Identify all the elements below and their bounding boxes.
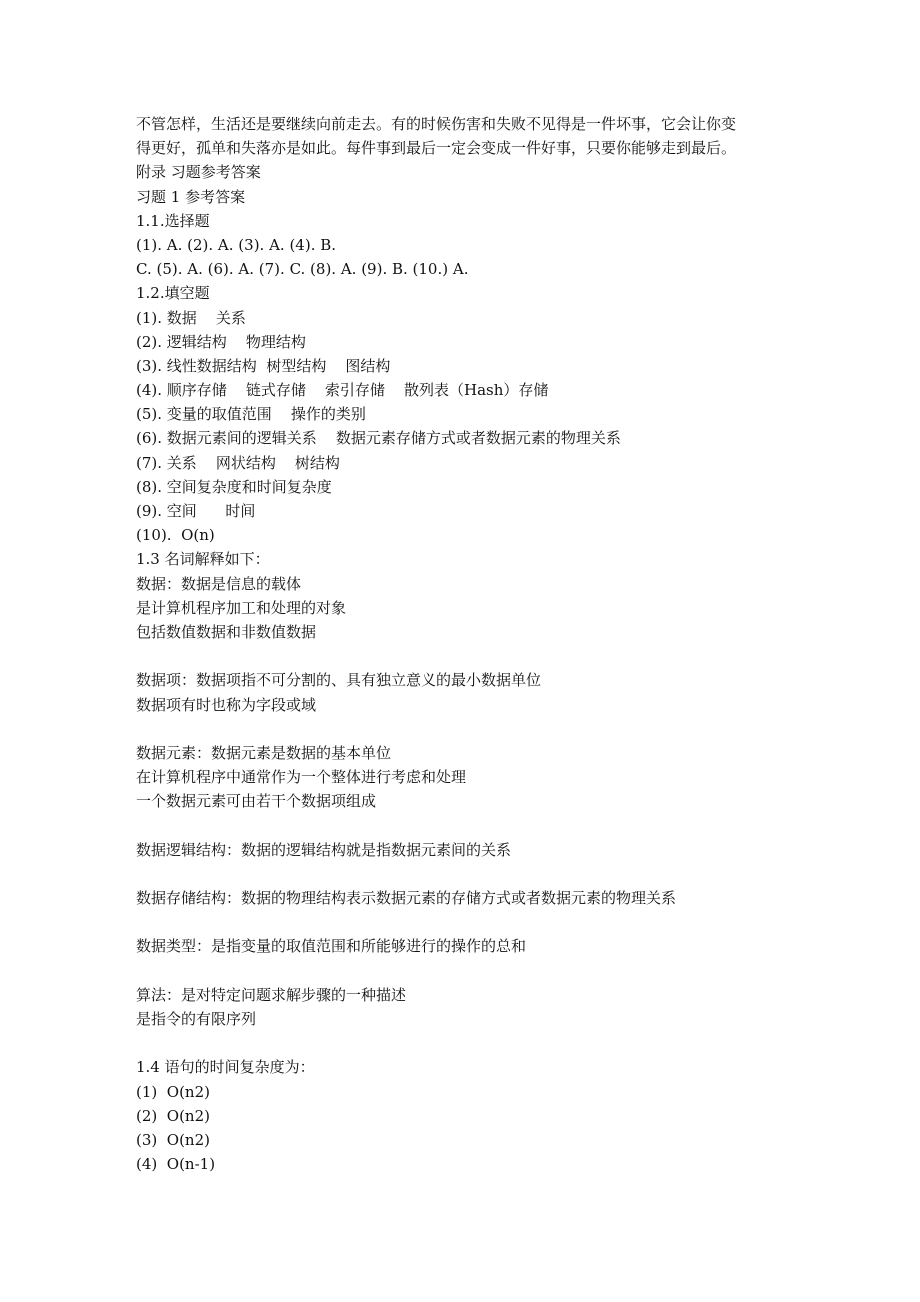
term-data-element-line-1: 数据元素：数据元素是数据的基本单位 bbox=[136, 743, 392, 762]
section-1-1-heading: 1.1.选择题 bbox=[136, 211, 210, 230]
term-data-type: 数据类型：是指变量的取值范围和所能够进行的操作的总和 bbox=[136, 937, 527, 956]
fill-answer-2: (2). 逻辑结构 物理结构 bbox=[136, 332, 306, 351]
complexity-answer-3: (3) O(n2) bbox=[136, 1130, 210, 1149]
term-data-item-line-2: 数据项有时也称为字段或域 bbox=[136, 695, 317, 714]
fill-answer-3: (3). 线性数据结构 树型结构 图结构 bbox=[136, 356, 391, 375]
fill-answer-7: (7). 关系 网状结构 树结构 bbox=[136, 453, 340, 472]
term-data-line-3: 包括数值数据和非数值数据 bbox=[136, 622, 317, 641]
blank-line bbox=[136, 644, 796, 668]
complexity-answer-2: (2) O(n2) bbox=[136, 1106, 210, 1125]
intro-line-2: 得更好，孤单和失落亦是如此。每件事到最后一定会变成一件好事，只要你能够走到最后。 bbox=[136, 139, 737, 158]
term-data-element-line-2: 在计算机程序中通常作为一个整体进行考虑和处理 bbox=[136, 768, 467, 787]
blank-line bbox=[136, 959, 796, 983]
term-algorithm-line-1: 算法：是对特定问题求解步骤的一种描述 bbox=[136, 985, 407, 1004]
choice-answers-line-1: (1). A. (2). A. (3). A. (4). B. bbox=[136, 235, 337, 254]
blank-line bbox=[136, 813, 796, 837]
fill-answer-5: (5). 变量的取值范围 操作的类别 bbox=[136, 405, 366, 424]
document-page bbox=[136, 112, 796, 1176]
intro-line-1: 不管怎样，生活还是要继续向前走去。有的时候伤害和失败不见得是一件坏事，它会让你变 bbox=[136, 115, 737, 133]
term-algorithm-line-2: 是指令的有限序列 bbox=[136, 1009, 257, 1028]
term-data-element-line-3: 一个数据元素可由若干个数据项组成 bbox=[136, 792, 377, 811]
blank-line bbox=[136, 717, 796, 741]
blank-line bbox=[136, 910, 796, 934]
exercise-title: 习题 1 参考答案 bbox=[136, 187, 246, 206]
term-data-line-1: 数据：数据是信息的载体 bbox=[136, 574, 302, 593]
term-data-line-2: 是计算机程序加工和处理的对象 bbox=[136, 598, 347, 617]
section-1-3-heading: 1.3 名词解释如下： bbox=[136, 550, 270, 569]
blank-line bbox=[136, 862, 796, 886]
choice-answers-line-2: C. (5). A. (6). A. (7). C. (8). A. (9). B. (10.) A. bbox=[136, 260, 469, 279]
term-logical-structure: 数据逻辑结构：数据的逻辑结构就是指数据元素间的关系 bbox=[136, 840, 512, 859]
section-1-4-heading: 1.4 语句的时间复杂度为： bbox=[136, 1058, 315, 1077]
term-data-item-line-1: 数据项：数据项指不可分割的、具有独立意义的最小数据单位 bbox=[136, 671, 542, 690]
section-1-2-heading: 1.2.填空题 bbox=[136, 284, 210, 303]
fill-answer-9: (9). 空间 时间 bbox=[136, 502, 256, 520]
fill-answer-6: (6). 数据元素间的逻辑关系 数据元素存储方式或者数据元素的物理关系 bbox=[136, 429, 621, 448]
fill-answer-8: (8). 空间复杂度和时间复杂度 bbox=[136, 477, 332, 496]
blank-line bbox=[136, 1031, 796, 1055]
fill-answer-10: (10). O(n) bbox=[136, 526, 215, 545]
complexity-answer-1: (1) O(n2) bbox=[136, 1082, 210, 1101]
fill-answer-1: (1). 数据 关系 bbox=[136, 308, 246, 327]
complexity-answer-4: (4) O(n-1) bbox=[136, 1155, 216, 1174]
fill-answer-4: (4). 顺序存储 链式存储 索引存储 散列表（Hash）存储 bbox=[136, 381, 549, 400]
appendix-title: 附录 习题参考答案 bbox=[136, 163, 261, 182]
term-storage-structure: 数据存储结构：数据的物理结构表示数据元素的存储方式或者数据元素的物理关系 bbox=[136, 889, 677, 907]
